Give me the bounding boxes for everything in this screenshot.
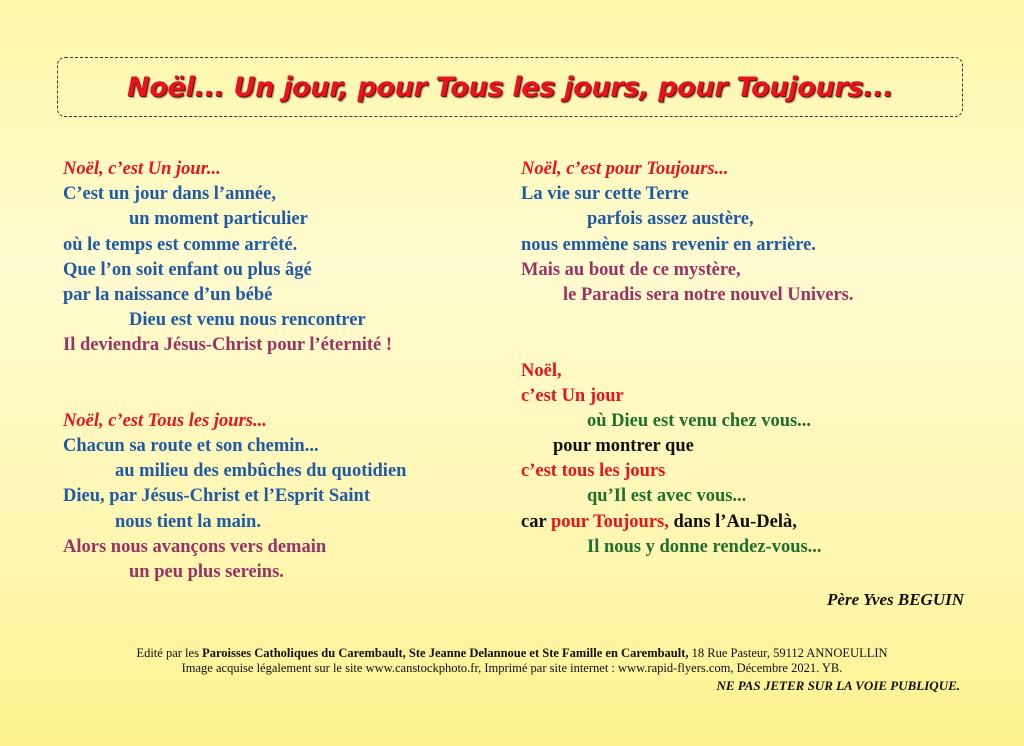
poem-line: où Dieu est venu chez vous... bbox=[587, 410, 812, 431]
poem-line: nous emmène sans revenir en arrière. bbox=[521, 234, 816, 255]
footer-line: Image acquise légalement sur le site www.canstockphoto.fr, Imprimé par site internet : www.rapid-flyers.com, Décembre 2021. YB. bbox=[181, 661, 843, 675]
poem-line: nous tient la main. bbox=[115, 511, 261, 532]
page-title: Noël... Un jour, pour Tous les jours, pour Toujours... bbox=[126, 71, 894, 103]
poem-fragment: pour Toujours, bbox=[550, 511, 669, 532]
stanza-heading: Noël, c’est Tous les jours... bbox=[63, 410, 267, 431]
footer-warning: NE PAS JETER SUR LA VOIE PUBLIQUE. bbox=[716, 678, 960, 693]
poem-line: Dieu est venu nous rencontrer bbox=[129, 310, 366, 331]
stanza-heading: Noël, c’est Un jour... bbox=[63, 159, 221, 179]
footer-line bbox=[0, 646, 1024, 661]
poem-line: un peu plus sereins. bbox=[129, 562, 284, 583]
poem-line: Alors nous avançons vers demain bbox=[63, 536, 327, 557]
poem-line: La vie sur cette Terre bbox=[521, 184, 689, 205]
poem-line: C’est un jour dans l’année, bbox=[63, 184, 276, 205]
poem-line: Mais au bout de ce mystère, bbox=[521, 259, 741, 280]
poem-line: Dieu, par Jésus-Christ et l’Esprit Saint bbox=[63, 486, 370, 507]
title-banner bbox=[57, 57, 963, 117]
poem-line: par la naissance d’un bébé bbox=[63, 284, 273, 305]
stanza-heading: Noël, c’est pour Toujours... bbox=[521, 159, 729, 179]
footer-address: 18 Rue Pasteur, 59112 ANNOEULLIN bbox=[688, 646, 888, 660]
poem-line: parfois assez austère, bbox=[587, 209, 754, 230]
poem-line: pour montrer que bbox=[553, 436, 694, 457]
poem-fragment: dans l’Au-Delà, bbox=[668, 511, 797, 532]
poem-line: le Paradis sera notre nouvel Univers. bbox=[563, 284, 854, 305]
poem-line: un moment particulier bbox=[129, 209, 308, 230]
poem-right-column bbox=[521, 157, 971, 560]
poem-line: c’est tous les jours bbox=[521, 461, 666, 482]
poem-line: au milieu des embûches du quotidien bbox=[115, 461, 407, 482]
poem-left-column bbox=[63, 157, 503, 585]
poem-line: Que l’on soit enfant ou plus âgé bbox=[63, 259, 312, 280]
poem-line: c’est Un jour bbox=[521, 385, 624, 406]
signature: Père Yves BEGUIN bbox=[827, 590, 964, 609]
poem-line: Il nous y donne rendez-vous... bbox=[587, 536, 822, 557]
poem-line: Noël, bbox=[521, 360, 562, 381]
poem-line bbox=[521, 510, 971, 535]
poem-line: qu’Il est avec vous... bbox=[587, 486, 747, 507]
poem-line: où le temps est comme arrêté. bbox=[63, 234, 298, 255]
footer-publisher: Paroisses Catholiques du Carembault, Ste Jeanne Delannoue et Ste Famille en Carembault, bbox=[202, 646, 689, 660]
footer-prefix: Edité par les bbox=[136, 646, 203, 660]
poem-fragment: car bbox=[521, 511, 551, 532]
poem-line: Il deviendra Jésus-Christ pour l’éternité ! bbox=[63, 335, 393, 356]
poem-line: Chacun sa route et son chemin... bbox=[63, 436, 319, 457]
stanza-gap bbox=[63, 359, 503, 409]
footer bbox=[0, 646, 1024, 676]
stanza-gap bbox=[521, 308, 971, 358]
